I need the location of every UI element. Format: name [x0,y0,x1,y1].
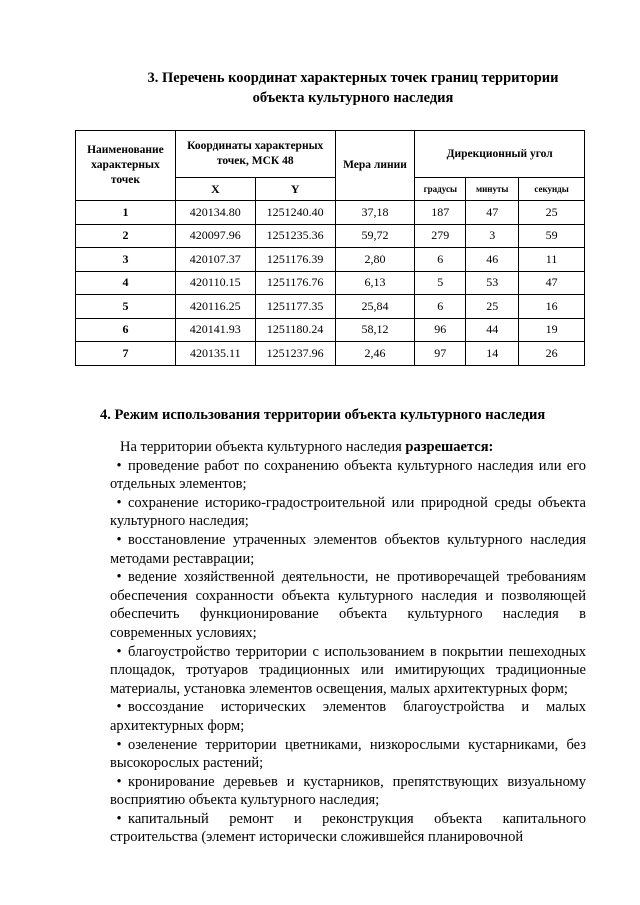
angle-seconds-cell: 26 [519,342,585,366]
section-3-title-line-2: объекта культурного наследия [252,90,454,106]
angle-degrees-cell: 6 [415,248,466,272]
angle-degrees-cell: 6 [415,295,466,319]
bullet-icon: • [116,773,122,790]
bullet-icon: • [116,457,122,474]
point-number-cell: 3 [76,248,176,272]
bullet-icon: • [116,531,122,548]
angle-seconds-cell: 59 [519,224,585,248]
angle-minutes-cell: 25 [466,295,519,319]
point-number-cell: 6 [76,318,176,342]
list-item-text: капитальный ремонт и реконструкция объекта капитального строительства (элемент исторически сложившейся планировочной [110,810,586,846]
x-coordinate-cell: 420110.15 [175,271,255,295]
table-row [76,201,585,225]
angle-minutes-cell: 14 [466,342,519,366]
angle-seconds-cell: 16 [519,295,585,319]
list-item [110,531,586,568]
angle-seconds-cell: 11 [519,248,585,272]
point-number-cell: 5 [76,295,176,319]
angle-seconds-cell: 19 [519,318,585,342]
x-coordinate-cell: 420135.11 [175,342,255,366]
list-item [110,810,586,847]
list-item [110,643,586,699]
angle-minutes-cell: 47 [466,201,519,225]
section-3-title [118,68,588,108]
point-number-cell: 4 [76,271,176,295]
line-length-cell: 58,12 [335,318,415,342]
list-item-text: кронирование деревьев и кустарников, препятствующих визуальному восприятию объекта культурного наследия; [110,773,586,809]
table-row [76,295,585,319]
list-item-text: воссоздание исторических элементов благоустройства и малых архитектурных форм; [110,699,586,734]
table-row [76,224,585,248]
header-coordinates: Координаты характерных точек, МСК 48 [175,131,335,178]
section-4-title: 4. Режим использования территории объекта культурного наследия [100,407,546,423]
angle-minutes-cell: 53 [466,271,519,295]
table-row [76,271,585,295]
list-item [110,568,586,642]
bullet-icon: • [116,494,122,511]
y-coordinate-cell: 1251176.76 [255,271,335,295]
allowed-intro [110,438,586,457]
allowed-intro-text: На территории объекта культурного наследия [120,439,406,455]
angle-minutes-cell: 46 [466,248,519,272]
y-coordinate-cell: 1251237.96 [255,342,335,366]
list-item-text: благоустройство территории с использованием в покрытии пешеходных площадок, тротуаров традиционных или имитирующих традиционные материалы, установка элементов освещения, малых архитектурных форм; [110,643,586,697]
bullet-icon: • [116,569,122,586]
angle-degrees-cell: 96 [415,318,466,342]
coordinates-table [75,130,585,366]
angle-seconds-cell: 25 [519,201,585,225]
y-coordinate-cell: 1251180.24 [255,318,335,342]
bullet-icon: • [116,810,122,827]
line-length-cell: 25,84 [335,295,415,319]
list-item [110,494,586,531]
section-4-body [110,438,586,847]
line-length-cell: 37,18 [335,201,415,225]
x-coordinate-cell: 420134.80 [175,201,255,225]
point-number-cell: 2 [76,224,176,248]
line-length-cell: 59,72 [335,224,415,248]
x-coordinate-cell: 420141.93 [175,318,255,342]
angle-seconds-cell: 47 [519,271,585,295]
angle-degrees-cell: 187 [415,201,466,225]
header-y: Y [255,178,335,201]
bullet-icon: • [116,699,122,716]
allowed-intro-bold: разрешается: [405,439,494,455]
allowed-list [110,457,586,847]
list-item [110,736,586,773]
bullet-icon: • [116,643,122,660]
table-row [76,318,585,342]
list-item-text: проведение работ по сохранению объекта культурного наследия или его отдельных элементов; [110,457,586,493]
header-degrees: градусы [415,178,466,201]
header-seconds: секунды [519,178,585,201]
table-row [76,342,585,366]
header-point-name: Наименование характерных точек [76,131,176,201]
point-number-cell: 1 [76,201,176,225]
list-item-text: сохранение историко-градостроительной или природной среды объекта культурного наследия; [110,494,586,530]
list-item-text: ведение хозяйственной деятельности, не противоречащей требованиям обеспечения сохранности объекта культурного наследия и позволяющей обеспечить функционирование объекта культурного наследия в современных условиях; [110,569,586,641]
y-coordinate-cell: 1251177.35 [255,295,335,319]
y-coordinate-cell: 1251235.36 [255,224,335,248]
list-item [110,773,586,810]
angle-degrees-cell: 97 [415,342,466,366]
line-length-cell: 6,13 [335,271,415,295]
angle-minutes-cell: 3 [466,224,519,248]
section-3-title-line-1: 3. Перечень координат характерных точек границ территории [147,70,559,86]
header-x: X [175,178,255,201]
line-length-cell: 2,80 [335,248,415,272]
y-coordinate-cell: 1251176.39 [255,248,335,272]
angle-degrees-cell: 5 [415,271,466,295]
header-line-length: Мера линии [335,131,415,201]
bullet-icon: • [116,736,122,753]
angle-degrees-cell: 279 [415,224,466,248]
angle-minutes-cell: 44 [466,318,519,342]
x-coordinate-cell: 420107.37 [175,248,255,272]
list-item [110,457,586,494]
list-item-text: восстановление утраченных элементов объектов культурного наследия методами реставрации; [110,531,586,567]
x-coordinate-cell: 420097.96 [175,224,255,248]
x-coordinate-cell: 420116.25 [175,295,255,319]
coordinates-table-body [76,201,585,366]
y-coordinate-cell: 1251240.40 [255,201,335,225]
header-minutes: минуты [466,178,519,201]
list-item-text: озеленение территории цветниками, низкорослыми кустарниками, без высокорослых растений; [110,736,586,772]
line-length-cell: 2,46 [335,342,415,366]
point-number-cell: 7 [76,342,176,366]
list-item [110,698,586,735]
header-direction-angle: Дирекционный угол [415,131,585,178]
table-row [76,248,585,272]
